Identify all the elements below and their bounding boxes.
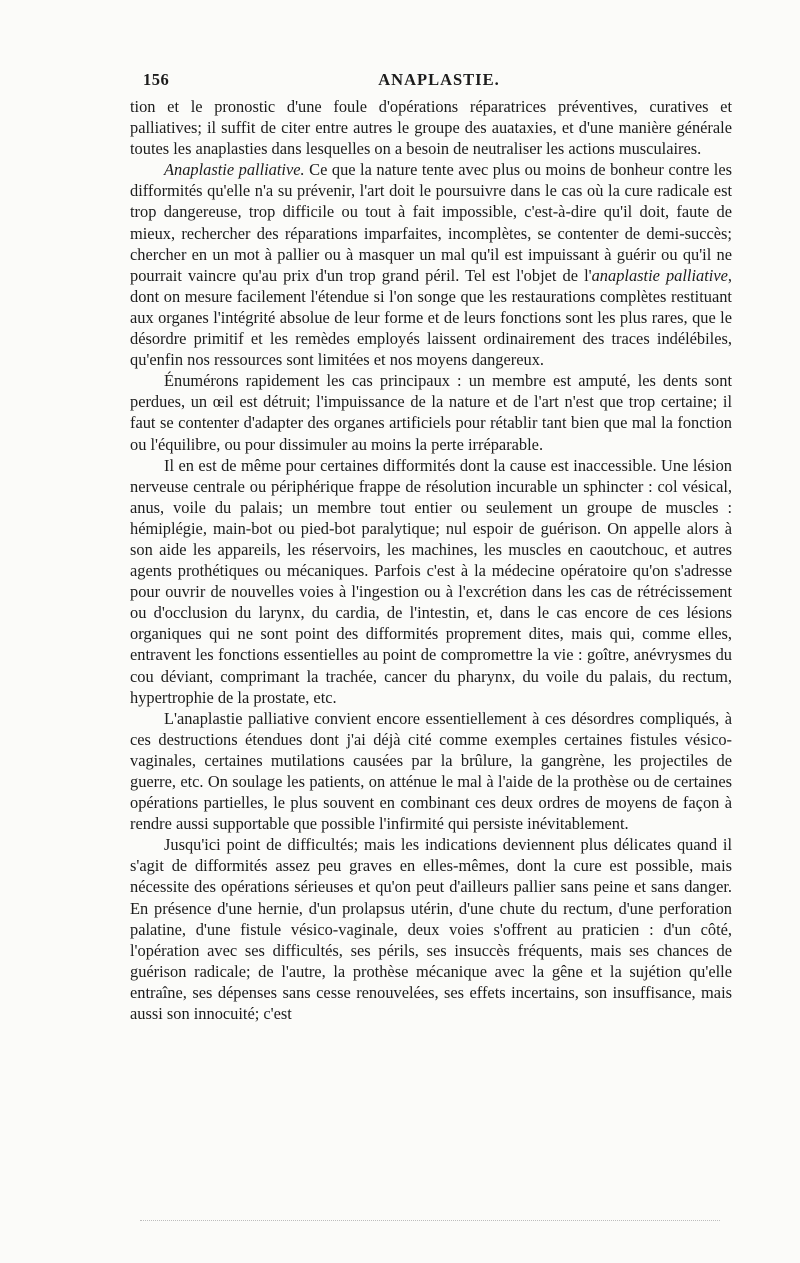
paragraph-6: Jusqu'ici point de difficultés; mais les indications deviennent plus délicates quand il s'agit de difformités assez peu graves en elles-mêmes, dont la cure est possible, mais nécessite des opérations sérieuses et qu'on peut d'ailleurs pallier sans peine et sans danger. En présence d'une hernie, d'un prolapsus utérin, d'une chute du rectum, d'une perforation palatine, d'une fistule vésico-vaginale, deux voies s'offrent au praticien : d'un côté, l'opération avec ses difficultés, ses périls, ses insuccès fréquents, mais ses chances de guérison radicale; de l'autre, la prothèse mécanique avec la gêne et la sujétion qu'elle entraîne, ses dépenses sans cesse renouvelées, ses effets incertains, son insuffisance, mais aussi son innocuité; c'est <box>130 835 732 1024</box>
paragraph-5: L'anaplastie palliative convient encore essentiellement à ces désordres compliqués, à ces destructions étendues dont j'ai déjà cité comme exemples certaines fistules vésico-vaginales, certaines mutilations causées par la brûlure, la gangrène, les projectiles de guerre, etc. On soulage les patients, on atténue le mal à l'aide de la prothèse ou de certaines opérations partielles, le plus souvent en combinant ces deux ordres de moyens de façon à rendre aussi supportable que possible l'infirmité qui persiste inévitablement. <box>130 708 732 834</box>
footer-rule <box>140 1220 720 1221</box>
paragraph-2 <box>130 159 732 370</box>
page-header <box>143 70 735 96</box>
paragraph-3: Énumérons rapidement les cas principaux : un membre est amputé, les dents sont perdues, un œil est détruit; l'impuissance de la nature et de l'art n'est que trop certaine; il faut se contenter d'adapter des organes artificiels pour rétablir tant bien que mal la fonction ou l'équilibre, ou pour dissimuler au moins la perte irréparable. <box>130 371 732 454</box>
paragraph-2-text-b: , dont on mesure facilement l'étendue si l'on songe que les restaurations complètes restituant aux organes l'intégrité absolue de leur forme et de leurs fonctions sont les plus rares, que le désordre primitif et les remèdes employés laissent ordinairement des traces indélébiles, qu'enfin nos ressources sont limitées et nos moyens dangereux. <box>130 265 732 370</box>
paragraph-1: tion et le pronostic d'une foule d'opérations réparatrices préventives, curatives et palliatives; il suffit de citer entre autres le groupe des auataxies, et d'une manière générale toutes les anaplasties dans lesquelles on a besoin de neutraliser les actions musculaires. <box>130 97 732 159</box>
running-title: ANAPLASTIE. <box>378 70 500 89</box>
page-number: 156 <box>143 70 170 89</box>
body-text <box>130 96 732 1024</box>
paragraph-4: Il en est de même pour certaines difformités dont la cause est inaccessible. Une lésion nerveuse centrale ou périphérique frappe de résolution incurable un sphincter : col vésical, anus, voile du palais; un membre tout entier ou seulement un groupe de muscles : hémiplégie, main-bot ou pied-bot paralytique; nul espoir de guérison. On appelle alors à son aide les appareils, les réservoirs, les machines, les muscles en caoutchouc, et autres agents prothétiques ou mécaniques. Parfois c'est à la médecine opératoire qu'on s'adresse pour ouvrir de nouvelles voies à l'ingestion ou à l'excrétion dans les cas de rétrécissement ou d'occlusion du larynx, du cardia, de l'intestin, et, dans le cas encore de ces lésions organiques qui ne sont point des difformités proprement dites, mais qui, comme elles, entravent les fonctions essentielles au point de compromettre la vie : goître, anévrysmes du cou déviant, comprimant la trachée, cancer du pharynx, du voile du palais, du rectum, hypertrophie de la prostate, etc. <box>130 455 732 707</box>
paragraph-2-text-a: Ce que la nature tente avec plus ou moins de bonheur contre les difformités qu'elle n'a su prévenir, l'art doit le poursuivre dans le cas où la cure radicale est trop dangereuse, trop difficile ou tout à fait impossible, c'est-à-dire qu'il doit, faute de mieux, rechercher des réparations imparfaites, incomplètes, se contenter de demi-succès; chercher en un mot à pallier ou à masquer un mal qu'il est impuissant à guérir ou qu'il ne pourrait vaincre qu'au prix d'un trop grand péril. Tel est l'objet de l' <box>130 160 732 285</box>
section-heading-palliative: Anaplastie palliative. <box>164 160 305 180</box>
italic-term-anaplastie-palliative: anaplastie palliative <box>591 265 728 285</box>
